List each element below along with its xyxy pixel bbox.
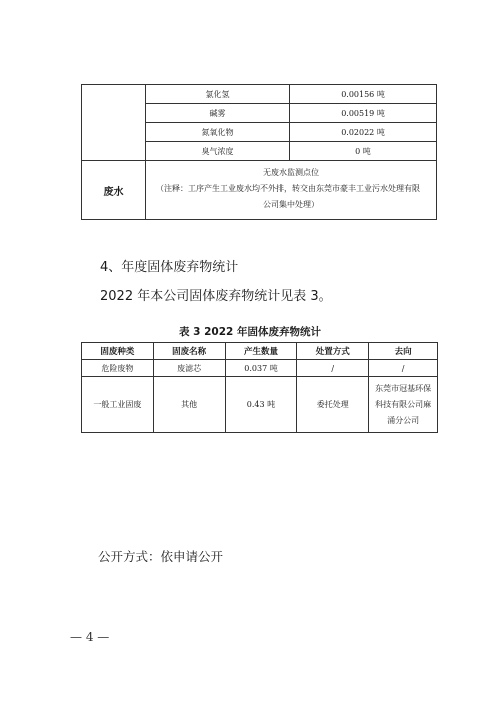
table-cell: 危险废物 (82, 360, 154, 377)
table-cell: 其他 (153, 377, 225, 433)
pollutant-cell: 臭气浓度 (146, 142, 290, 161)
column-header: 处置方式 (297, 343, 369, 360)
table-cell: 委托处理 (297, 377, 369, 433)
table-header-row (82, 343, 438, 360)
table-cell: 废滤芯 (153, 360, 225, 377)
recipient-line: 东莞市冠基环保 (375, 383, 432, 393)
wastewater-note (146, 161, 437, 220)
column-header: 固废种类 (82, 343, 154, 360)
amount-cell: 0.00156 吨 (290, 85, 437, 104)
intro-paragraph: 2022 年本公司固体废弃物统计见表 3。 (100, 289, 332, 304)
column-header: 去向 (369, 343, 438, 360)
wastewater-label: 废水 (82, 161, 146, 220)
table-cell: 0.43 吨 (225, 377, 297, 433)
table-cell: / (369, 360, 438, 377)
solid-waste-table (81, 342, 438, 433)
table-cell: 一般工业固废 (82, 377, 154, 433)
table-title: 表 3 2022 年固体废弃物统计 (179, 326, 321, 338)
recipient-line: 涌分公司 (387, 415, 420, 425)
emissions-table (81, 84, 437, 220)
table-row (82, 161, 437, 220)
section-heading: 4、年度固体废弃物统计 (100, 260, 239, 275)
column-header: 固废名称 (153, 343, 225, 360)
disclosure-method: 公开方式：依申请公开 (98, 549, 224, 564)
table-row (82, 377, 438, 433)
table-cell: 0.037 吨 (225, 360, 297, 377)
table-row (82, 85, 437, 104)
recipient-line: 科技有限公司麻 (375, 399, 432, 409)
table-row (82, 360, 438, 377)
column-header: 产生数量 (225, 343, 297, 360)
pollutant-cell: 碱雾 (146, 104, 290, 123)
wastewater-line1: 无废水监测点位 (263, 168, 319, 177)
wastewater-line2: （注释：工序产生工业废水均不外排，转交由东莞市豪丰工业污水处理有限 (156, 184, 420, 193)
table-cell: / (297, 360, 369, 377)
amount-cell: 0 吨 (290, 142, 437, 161)
pollutant-cell: 氯化氢 (146, 85, 290, 104)
recipient-cell (369, 377, 438, 433)
wastewater-line3: 公司集中处理） (263, 200, 319, 209)
amount-cell: 0.00519 吨 (290, 104, 437, 123)
page-number: — 4 — (70, 630, 110, 644)
category-cell-empty (82, 85, 146, 161)
pollutant-cell: 氮氧化物 (146, 123, 290, 142)
amount-cell: 0.02022 吨 (290, 123, 437, 142)
